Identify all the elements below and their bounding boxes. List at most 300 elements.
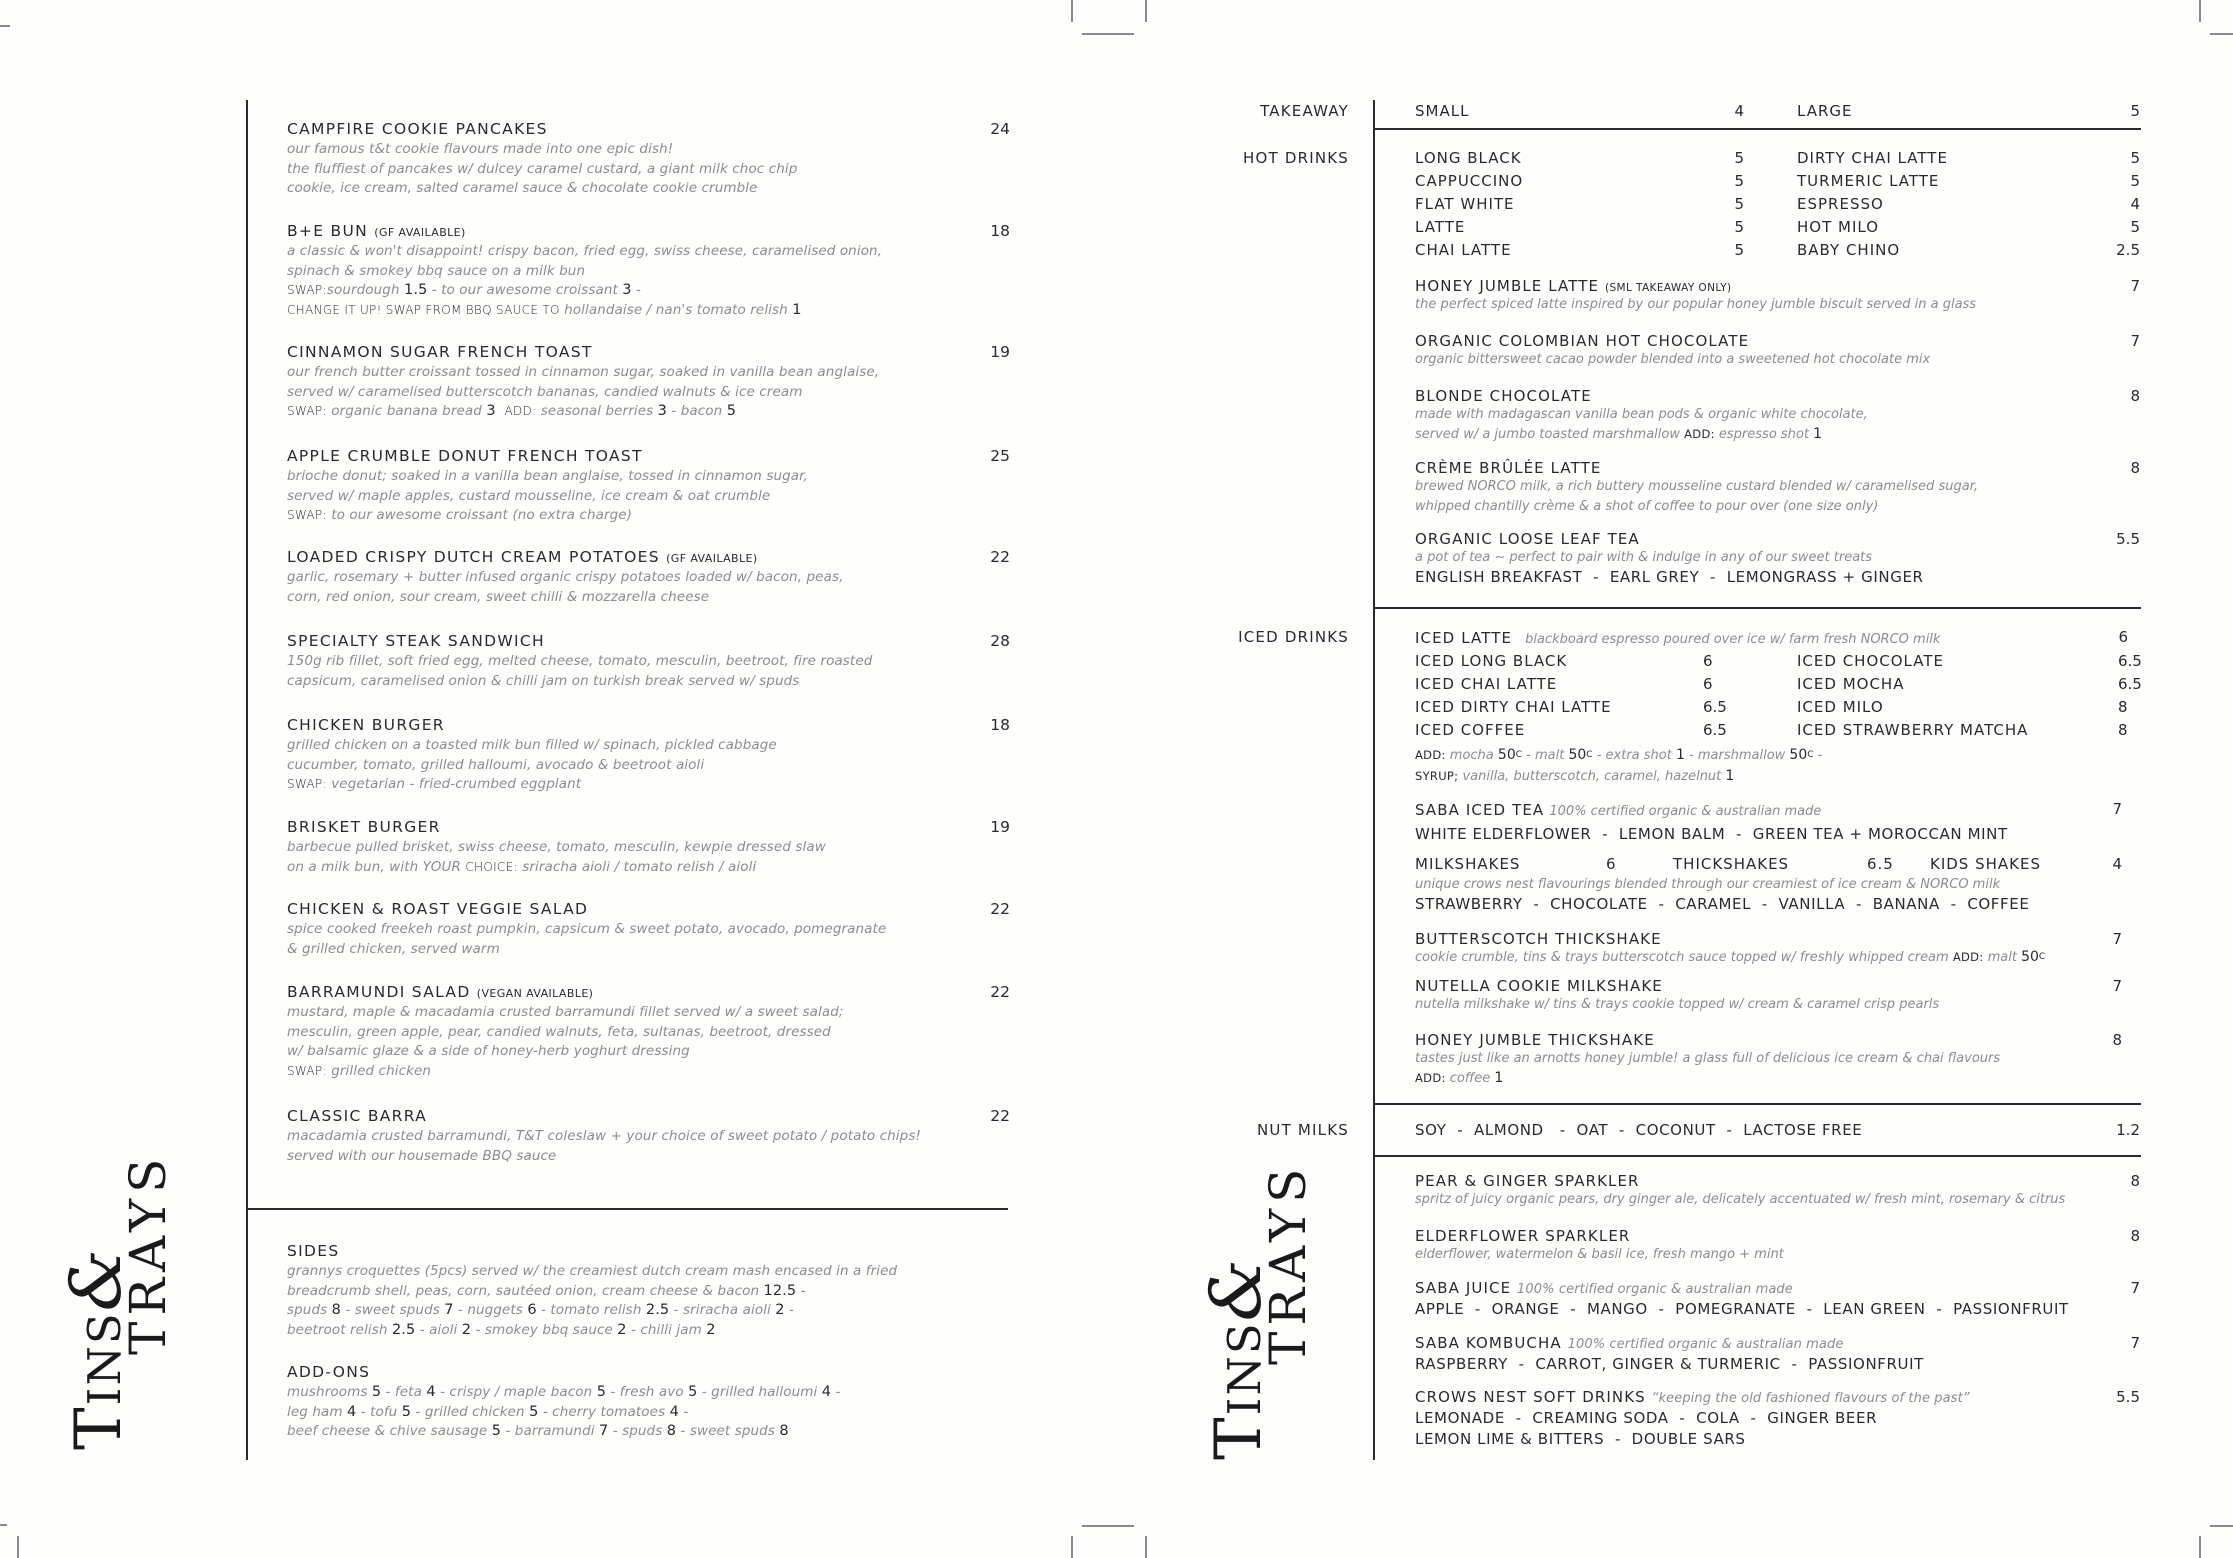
item-description (287, 1003, 844, 1081)
desc-line (287, 1301, 897, 1321)
desc-text: - malt (1522, 748, 1569, 763)
price-value: 4 (426, 1384, 436, 1400)
drink-name: CHAI LATTE (1415, 241, 1512, 259)
item-title: B+E BUN (GF AVAILABLE) (287, 222, 466, 240)
menu-item (287, 900, 886, 959)
divider-horizontal (1373, 607, 2141, 609)
item-title: SABA JUICE 100% certified organic & australian made (1415, 1279, 1793, 1297)
desc-line: served w/ maple apples, custard mousseline, ice cream & oat crumble (287, 487, 771, 504)
menu-item (287, 716, 777, 795)
item-description (287, 736, 777, 795)
drink-price: 5 (1734, 241, 1744, 259)
crop-mark (17, 1536, 19, 1558)
price-value: 1 (1813, 425, 1823, 442)
desc-text: - sriracha aioli (669, 1302, 776, 1319)
desc-text: - cherry tomatoes (538, 1403, 670, 1420)
drink-price: 5 (2130, 172, 2140, 190)
price-value: 2 (706, 1321, 716, 1338)
desc-text: - bacon (666, 403, 727, 420)
desc-text: grannys croquettes (5pcs) served w/ the creamiest dutch cream mash encased in a fried (287, 1263, 898, 1279)
drink-name: TURMERIC LATTE (1797, 172, 1940, 190)
desc-line: mustard, maple & macadamia crusted barramundi fillet served w/ a sweet salad; (287, 1004, 844, 1020)
desc-text: - crispy / maple bacon (435, 1384, 597, 1400)
desc-line: 150g rib fillet, soft fried egg, melted cheese, tomato, mesculin, beetroot, fire roasted (287, 653, 873, 669)
drink-name: CAPPUCCINO (1415, 172, 1524, 190)
item-price: 22 (990, 900, 1010, 918)
addons-section (287, 1363, 840, 1442)
add-label: ADD: (1415, 748, 1446, 762)
price-value: 5 (688, 1384, 698, 1400)
desc-line (287, 1403, 840, 1423)
item-description: spritz of juicy organic pears, dry ginger ale, delicately accentuated w/ fresh mint, rosemary & citrus (1415, 1192, 2066, 1207)
price-value: 8 (779, 1423, 789, 1440)
desc-line (287, 1282, 897, 1302)
price-value: 50 (1568, 747, 1587, 763)
section-label-iced-drinks: ICED DRINKS (1238, 628, 1349, 646)
desc-text: breadcrumb shell, peas, corn, sautéed onion, cream cheese & bacon (287, 1282, 764, 1299)
drink-name: LATTE (1415, 218, 1466, 236)
item-tagline: 100% certified organic & australian made (1567, 1337, 1844, 1352)
takeaway-large-label: LARGE (1797, 102, 1853, 120)
desc-line: spinach & smokey bbq sauce on a milk bun (287, 262, 586, 279)
menu-item (287, 548, 843, 607)
price-value: 4 (669, 1403, 679, 1420)
sides-title: SIDES (287, 1242, 340, 1260)
item-title: CROWS NEST SOFT DRINKS “keeping the old fashioned flavours of the past” (1415, 1388, 1970, 1406)
item-price: 7 (2112, 800, 2122, 818)
item-options: ENGLISH BREAKFAST - EARL GREY - LEMONGRASS + GINGER (1415, 567, 1924, 586)
price-value: 2.5 (645, 1302, 670, 1319)
nut-milk-options: SOY - ALMOND - OAT - COCONUT - LACTOSE FREE (1415, 1121, 1863, 1139)
item-price: 22 (990, 548, 1010, 566)
menu-item (1415, 1279, 2069, 1318)
takeaway-small-label: SMALL (1415, 102, 1470, 120)
drink-price: 5 (1734, 149, 1744, 167)
drink-name: ICED LONG BLACK (1415, 652, 1568, 670)
desc-text: - extra shot (1592, 748, 1676, 763)
item-description: unique crows nest flavourings blended through our creamiest of ice cream & NORCO milk (1415, 877, 2001, 892)
drink-name: FLAT WHITE (1415, 195, 1515, 213)
desc-text: - (784, 1302, 794, 1319)
drink-name: ICED COFFEE (1415, 721, 1526, 739)
desc-text: mocha (1445, 748, 1498, 763)
desc-text: - (831, 1384, 841, 1400)
drink-price: 8 (2118, 698, 2128, 716)
menu-item (1415, 277, 1976, 315)
price-value: 4 (821, 1384, 832, 1400)
menu-item (1415, 1172, 2065, 1210)
desc-line: served w/ caramelised butterscotch bananas, candied walnuts & ice cream (287, 383, 803, 400)
item-price: 24 (990, 120, 1010, 138)
item-description: whipped chantilly crème & a shot of coffee to pour over (one size only) (1415, 498, 1879, 514)
item-title: ORGANIC COLOMBIAN HOT CHOCOLATE (1415, 332, 1750, 350)
crop-mark (1145, 0, 1147, 22)
desc-text: - (631, 282, 641, 299)
section-label-takeaway: TAKEAWAY (1260, 102, 1349, 120)
item-note: (GF AVAILABLE) (666, 552, 758, 565)
item-description (287, 242, 882, 320)
desc-line: barbecue pulled brisket, swiss cheese, tomato, mesculin, kewpie dressed slaw (287, 839, 826, 855)
crop-mark (2199, 1536, 2201, 1558)
drink-price: 5 (2130, 218, 2140, 236)
extra-line (287, 301, 882, 321)
extra-line (287, 506, 808, 526)
takeaway-small-price: 4 (1734, 102, 1744, 120)
cents-symbol: C (1515, 750, 1523, 760)
drink-name: ICED CHAI LATTE (1415, 675, 1558, 693)
desc-text: mushrooms (287, 1384, 372, 1400)
divider-horizontal (1373, 1155, 2141, 1157)
item-title: CHICKEN BURGER (287, 716, 445, 734)
choice-label: CHOICE: (465, 859, 518, 874)
crop-mark (0, 25, 10, 27)
desc-line: brioche donut; soaked in a vanilla bean anglaise, tossed in cinnamon sugar, (287, 468, 808, 484)
item-price: 7 (2112, 977, 2122, 995)
brand-ampersand: & (55, 1249, 137, 1312)
price-value: 8 (666, 1423, 677, 1440)
item-description (287, 652, 872, 691)
drink-name: ICED MOCHA (1797, 675, 1905, 693)
extra-label: SWAP: (287, 283, 327, 298)
drink-price: 4 (2130, 195, 2140, 213)
desc-text: organic banana bread (326, 403, 487, 420)
item-options: WHITE ELDERFLOWER - LEMON BALM - GREEN TEA + MOROCCAN MINT (1415, 824, 2008, 843)
desc-text: - aioli (415, 1321, 462, 1338)
desc-line (287, 858, 826, 878)
item-price: 5.5 (2116, 530, 2140, 548)
menu-item (287, 222, 882, 320)
desc-line (287, 1422, 840, 1442)
item-title: CLASSIC BARRA (287, 1107, 428, 1125)
desc-text: vegetarian - fried-crumbed eggplant (326, 776, 582, 793)
menu-item (287, 120, 797, 199)
nut-milk-price: 1.2 (2116, 1121, 2140, 1139)
drink-name: ESPRESSO (1797, 195, 1884, 213)
price-value: 1.5 (404, 282, 428, 299)
drink-name: ICED MILO (1797, 698, 1884, 716)
desc-text: - nuggets (453, 1302, 528, 1319)
drink-name: DIRTY CHAI LATTE (1797, 149, 1948, 167)
desc-text: - grilled chicken (411, 1403, 530, 1420)
menu-item (1415, 530, 1924, 586)
desc-text: beetroot relish (287, 1321, 392, 1338)
item-title: APPLE CRUMBLE DONUT FRENCH TOAST (287, 447, 643, 465)
item-note: (GF AVAILABLE) (374, 226, 466, 239)
item-title: ELDERFLOWER SPARKLER (1415, 1227, 1631, 1245)
item-description: made with madagascan vanilla bean pods & organic white chocolate, (1415, 407, 1868, 422)
item-description: blackboard espresso poured over ice w/ farm fresh NORCO milk (1525, 632, 1941, 647)
menu-item-butterscotch-thickshake: BUTTERSCOTCH THICKSHAKE cookie crumble, tins & trays butterscotch sauce topped w/ freshly whipped cream ADD: malt $50^C$ (1415, 930, 2046, 965)
item-price: 8 (2130, 459, 2140, 477)
drink-price: 6.5 (2118, 675, 2142, 693)
extra-label: ADD: (504, 404, 537, 419)
brand-trays: TRAYS (119, 1152, 177, 1355)
menu-item (1415, 1227, 1784, 1265)
price-value: 12.5 (763, 1282, 797, 1299)
price-value: 5 (401, 1403, 412, 1420)
item-description (287, 838, 826, 877)
drink-price: 6.5 (2118, 652, 2142, 670)
item-description: served w/ a jumbo toasted marshmallow ADD: espresso shot 1 (1415, 425, 1823, 442)
menu-item-saba-iced-tea: SABA ICED TEA 100% certified organic & australian made WHITE ELDERFLOWER - LEMON BALM - GREEN TEA + MOROCCAN MINT (1415, 801, 2008, 843)
price-value: 1 (792, 301, 802, 318)
desc-text: - sweet spuds (676, 1423, 780, 1440)
extra-line (287, 402, 879, 422)
price-value: 3 (622, 282, 632, 299)
extra-line (287, 775, 777, 795)
desc-line: our french butter croissant tossed in cinnamon sugar, soaked in vanilla bean anglaise, (287, 364, 880, 380)
section-label-hot-drinks: HOT DRINKS (1243, 149, 1349, 167)
menu-item (1415, 1334, 1924, 1373)
menu-item (1415, 332, 1930, 370)
desc-text: - smokey bbq sauce (471, 1321, 618, 1338)
desc-line: mesculin, green apple, pear, candied walnuts, feta, sultanas, beetroot, dressed (287, 1023, 831, 1040)
divider-vertical (246, 100, 248, 1460)
item-price: 6 (2118, 628, 2128, 646)
item-tagline: 100% certified organic & australian made (1517, 1282, 1793, 1297)
item-description (287, 467, 808, 526)
desc-text: - sweet spuds (340, 1302, 445, 1319)
cents-symbol: C (1807, 750, 1814, 760)
price-value: 7 (599, 1423, 609, 1440)
drink-name: ICED DIRTY CHAI LATTE (1415, 698, 1612, 716)
price-value: 5 (596, 1384, 607, 1400)
price-value: 4 (347, 1403, 357, 1420)
section-label-nut-milks: NUT MILKS (1256, 1121, 1349, 1139)
divider-horizontal (1373, 1103, 2141, 1105)
item-title: BRISKET BURGER (287, 818, 441, 836)
drink-price: 5 (1734, 172, 1744, 190)
drink-name: ICED STRAWBERRY MATCHA (1797, 721, 2029, 739)
desc-text: spuds (287, 1302, 332, 1319)
item-title: HONEY JUMBLE LATTE (SML TAKEAWAY ONLY) (1415, 277, 1732, 295)
crop-mark (1071, 0, 1073, 22)
item-description: the perfect spiced latte inspired by our popular honey jumble biscuit served in a glass (1415, 297, 1977, 312)
divider-vertical (1373, 100, 1375, 1460)
item-title: PEAR & GINGER SPARKLER (1415, 1172, 1640, 1190)
price-value: 1 (1675, 747, 1685, 763)
menu-item (287, 343, 879, 422)
extra-line (287, 1062, 844, 1082)
desc-text: beef cheese & chive sausage (287, 1423, 492, 1440)
item-price: 4 (2112, 855, 2122, 873)
item-price: 7 (2130, 1334, 2140, 1352)
price-value: 50 (1789, 747, 1808, 763)
desc-text: sourdough (326, 282, 405, 299)
extra-label: SWAP: (287, 1063, 327, 1078)
menu-item-iced-latte (1415, 628, 1940, 650)
item-description: brewed NORCO milk, a rich buttery mousseline custard blended w/ caramelised sugar, (1415, 479, 1978, 494)
brand-tins: Tins (1202, 1321, 1276, 1460)
item-title: SPECIALTY STEAK SANDWICH (287, 632, 545, 650)
desc-text: - (796, 1282, 806, 1299)
desc-line: cucumber, tomato, grilled halloumi, avocado & beetroot aioli (287, 756, 705, 773)
item-price: 28 (990, 632, 1010, 650)
desc-text: - barramundi (501, 1423, 599, 1440)
drink-price: 8 (2118, 721, 2128, 739)
drink-price: 6 (1703, 652, 1713, 670)
drink-price: 6.5 (1703, 721, 1727, 739)
desc-line (287, 1321, 897, 1341)
item-title: LOADED CRISPY DUTCH CREAM POTATOES (GF AVAILABLE) (287, 548, 758, 566)
desc-text: leg ham (287, 1403, 347, 1420)
crop-mark (2210, 1525, 2233, 1527)
desc-text: espresso shot (1714, 426, 1814, 442)
item-title: CAMPFIRE COOKIE PANCAKES (287, 120, 548, 138)
item-tagline: “keeping the old fashioned flavours of the past” (1651, 1391, 1970, 1406)
crop-mark (1082, 1525, 1134, 1527)
menu-item-honey-jumble-thickshake: HONEY JUMBLE THICKSHAKE tastes just like an arnotts honey jumble! a glass full of delicious ice cream & chai flavours ADD: coffee 1 (1415, 1031, 2001, 1086)
addons-title: ADD-ONS (287, 1363, 371, 1381)
menu-item (1415, 459, 1978, 516)
drink-name: BABY CHINO (1797, 241, 1901, 259)
desc-text: to our awesome croissant (no extra charge) (326, 507, 633, 524)
desc-text: - fresh avo (606, 1384, 689, 1400)
item-title: CHICKEN & ROAST VEGGIE SALAD (287, 900, 589, 918)
desc-line: a classic & won't disappoint! crispy bacon, fried egg, swiss cheese, caramelised onion, (287, 243, 883, 259)
item-price: 7 (2130, 332, 2140, 350)
menu-item (287, 818, 826, 877)
desc-text: - tofu (356, 1403, 402, 1420)
item-price: 22 (990, 1107, 1010, 1125)
cents-symbol: C (1586, 750, 1593, 760)
item-price: 25 (990, 447, 1010, 465)
desc-line (287, 1262, 897, 1282)
desc-line: our famous t&t cookie flavours made into one epic dish! (287, 141, 674, 157)
item-description (287, 920, 886, 959)
drink-name: ICED CHOCOLATE (1797, 652, 1944, 670)
price-value: 50 (1497, 747, 1516, 763)
price-value: 6 (527, 1302, 537, 1319)
price-value: 2 (617, 1321, 627, 1338)
item-price: 8 (2130, 387, 2140, 405)
desc-line: garlic, rosemary + butter infused organic crispy potatoes loaded w/ bacon, peas, (287, 569, 844, 585)
desc-text: - (1813, 748, 1823, 763)
item-title: ORGANIC LOOSE LEAF TEA (1415, 530, 1640, 548)
brand-tins: Tins (62, 1311, 136, 1450)
desc-line (287, 1383, 840, 1403)
item-options: LEMON LIME & BITTERS - DOUBLE SARS (1415, 1430, 1746, 1448)
item-price: 8 (2130, 1227, 2140, 1245)
menu-item (287, 1107, 921, 1166)
price-value: 2 (461, 1321, 472, 1338)
item-description: elderflower, watermelon & basil ice, fresh mango + mint (1415, 1247, 1784, 1262)
item-description: a pot of tea ~ perfect to pair with & indulge in any of our sweet treats (1415, 550, 1873, 565)
desc-line: spice cooked freekeh roast pumpkin, capsicum & sweet potato, avocado, pomegranate (287, 921, 887, 937)
item-price: 7 (2112, 930, 2122, 948)
menu-item (1415, 1388, 1970, 1448)
drink-price: 5 (1734, 195, 1744, 213)
item-description (287, 568, 843, 607)
item-title: ICED LATTE (1415, 629, 1513, 647)
desc-text: - marshmallow (1684, 748, 1790, 763)
extra-label: SWAP: (287, 508, 327, 523)
desc-text: on a milk bun, with YOUR (287, 858, 466, 875)
desc-line: cookie, ice cream, salted caramel sauce & chocolate cookie crumble (287, 180, 758, 197)
desc-text: - tomato relish (536, 1302, 646, 1319)
brand-ampersand: & (1195, 1259, 1277, 1322)
item-note: (VEGAN AVAILABLE) (476, 987, 594, 1000)
brand-logo (1195, 1163, 1317, 1460)
crop-mark (1082, 33, 1134, 35)
desc-text: - grilled halloumi (697, 1384, 822, 1400)
crop-mark (0, 1524, 7, 1526)
crop-mark (1145, 1536, 1147, 1558)
desc-text: - feta (381, 1384, 427, 1400)
item-price: 5.5 (2116, 1388, 2140, 1406)
desc-text: - (678, 1403, 689, 1420)
item-price: 7 (2130, 1279, 2140, 1297)
desc-line: corn, red onion, sour cream, sweet chilli & mozzarella cheese (287, 588, 710, 605)
item-price: 18 (990, 716, 1010, 734)
item-options: RASPBERRY - CARROT, GINGER & TURMERIC - PASSIONFRUIT (1415, 1355, 1924, 1373)
item-price: 8 (2112, 1031, 2122, 1049)
price-value: 5 (491, 1423, 502, 1440)
item-price: 19 (990, 343, 1010, 361)
price-value: 8 (331, 1302, 341, 1319)
desc-line: & grilled chicken, served warm (287, 940, 500, 957)
desc-text: - chilli jam (626, 1321, 707, 1338)
extra-line (287, 281, 882, 301)
item-title: BARRAMUNDI SALAD (VEGAN AVAILABLE) (287, 983, 594, 1001)
item-description (287, 140, 797, 199)
extra-label: SWAP: (287, 777, 327, 792)
crop-mark (2199, 0, 2201, 22)
sides-description (287, 1262, 897, 1340)
item-description: organic bittersweet cacao powder blended into a sweetened hot chocolate mix (1415, 352, 1931, 367)
price-value: 5 (529, 1403, 539, 1420)
item-options: APPLE - ORANGE - MANGO - POMEGRANATE - LEAN GREEN - PASSIONFRUIT (1415, 1300, 2069, 1318)
sides-section (287, 1242, 897, 1340)
crop-mark (2210, 33, 2233, 35)
item-price: 18 (990, 222, 1010, 240)
price-value: 7 (444, 1302, 454, 1319)
price-value: 2 (775, 1302, 785, 1319)
divider-horizontal (246, 1208, 1008, 1210)
desc-text: - to our awesome croissant (427, 282, 623, 299)
desc-line: grilled chicken on a toasted milk bun filled w/ spinach, pickled cabbage (287, 737, 777, 753)
drink-name: HOT MILO (1797, 218, 1880, 236)
drink-price: 5 (1734, 218, 1744, 236)
iced-add-options (1415, 746, 1822, 766)
menu-item (1415, 387, 1868, 444)
item-description (287, 363, 879, 422)
desc-line: the fluffiest of pancakes w/ dulcey caramel custard, a giant milk choc chip (287, 160, 798, 177)
iced-syrup-options: SYRUP; vanilla, butterscotch, caramel, hazelnut 1 (1415, 768, 1735, 784)
price-value: 3 (486, 403, 496, 420)
price-value: 3 (657, 403, 667, 420)
desc-line: w/ balsamic glaze & a side of honey-herb yoghurt dressing (287, 1043, 690, 1060)
item-title: BLONDE CHOCOLATE (1415, 387, 1592, 405)
menu-item-shakes: MILKSHAKES 6 THICKSHAKES 6.5 KIDS SHAKES unique crows nest flavourings blended through our creamiest of ice cream & NORCO milk STRAWBERRY - CHOCOLATE - CARAMEL - VANILLA - BANANA - COFFEE (1415, 855, 2115, 913)
item-title: SABA KOMBUCHA 100% certified organic & australian made (1415, 1334, 1844, 1352)
drink-price: 6 (1703, 675, 1713, 693)
desc-text: hollandaise / nan's tomato relish (559, 301, 793, 318)
item-title: CRÈME BRÛLÉE LATTE (1415, 459, 1602, 477)
item-options: STRAWBERRY - CHOCOLATE - CARAMEL - VANILLA - BANANA - COFFEE (1415, 894, 2030, 913)
item-price: 8 (2130, 1172, 2140, 1190)
desc-text: sriracha aioli / tomato relish / aioli (517, 858, 757, 875)
extra-label: SWAP: (287, 404, 327, 419)
drink-price: 2.5 (2116, 241, 2140, 259)
drink-price: 5 (2130, 149, 2140, 167)
desc-text: grilled chicken (326, 1062, 432, 1079)
desc-text: seasonal berries (536, 403, 658, 420)
menu-item (287, 632, 872, 691)
item-price: 22 (990, 983, 1010, 1001)
desc-line: served with our housemade BBQ sauce (287, 1147, 557, 1164)
takeaway-large-price: 5 (2130, 102, 2140, 120)
